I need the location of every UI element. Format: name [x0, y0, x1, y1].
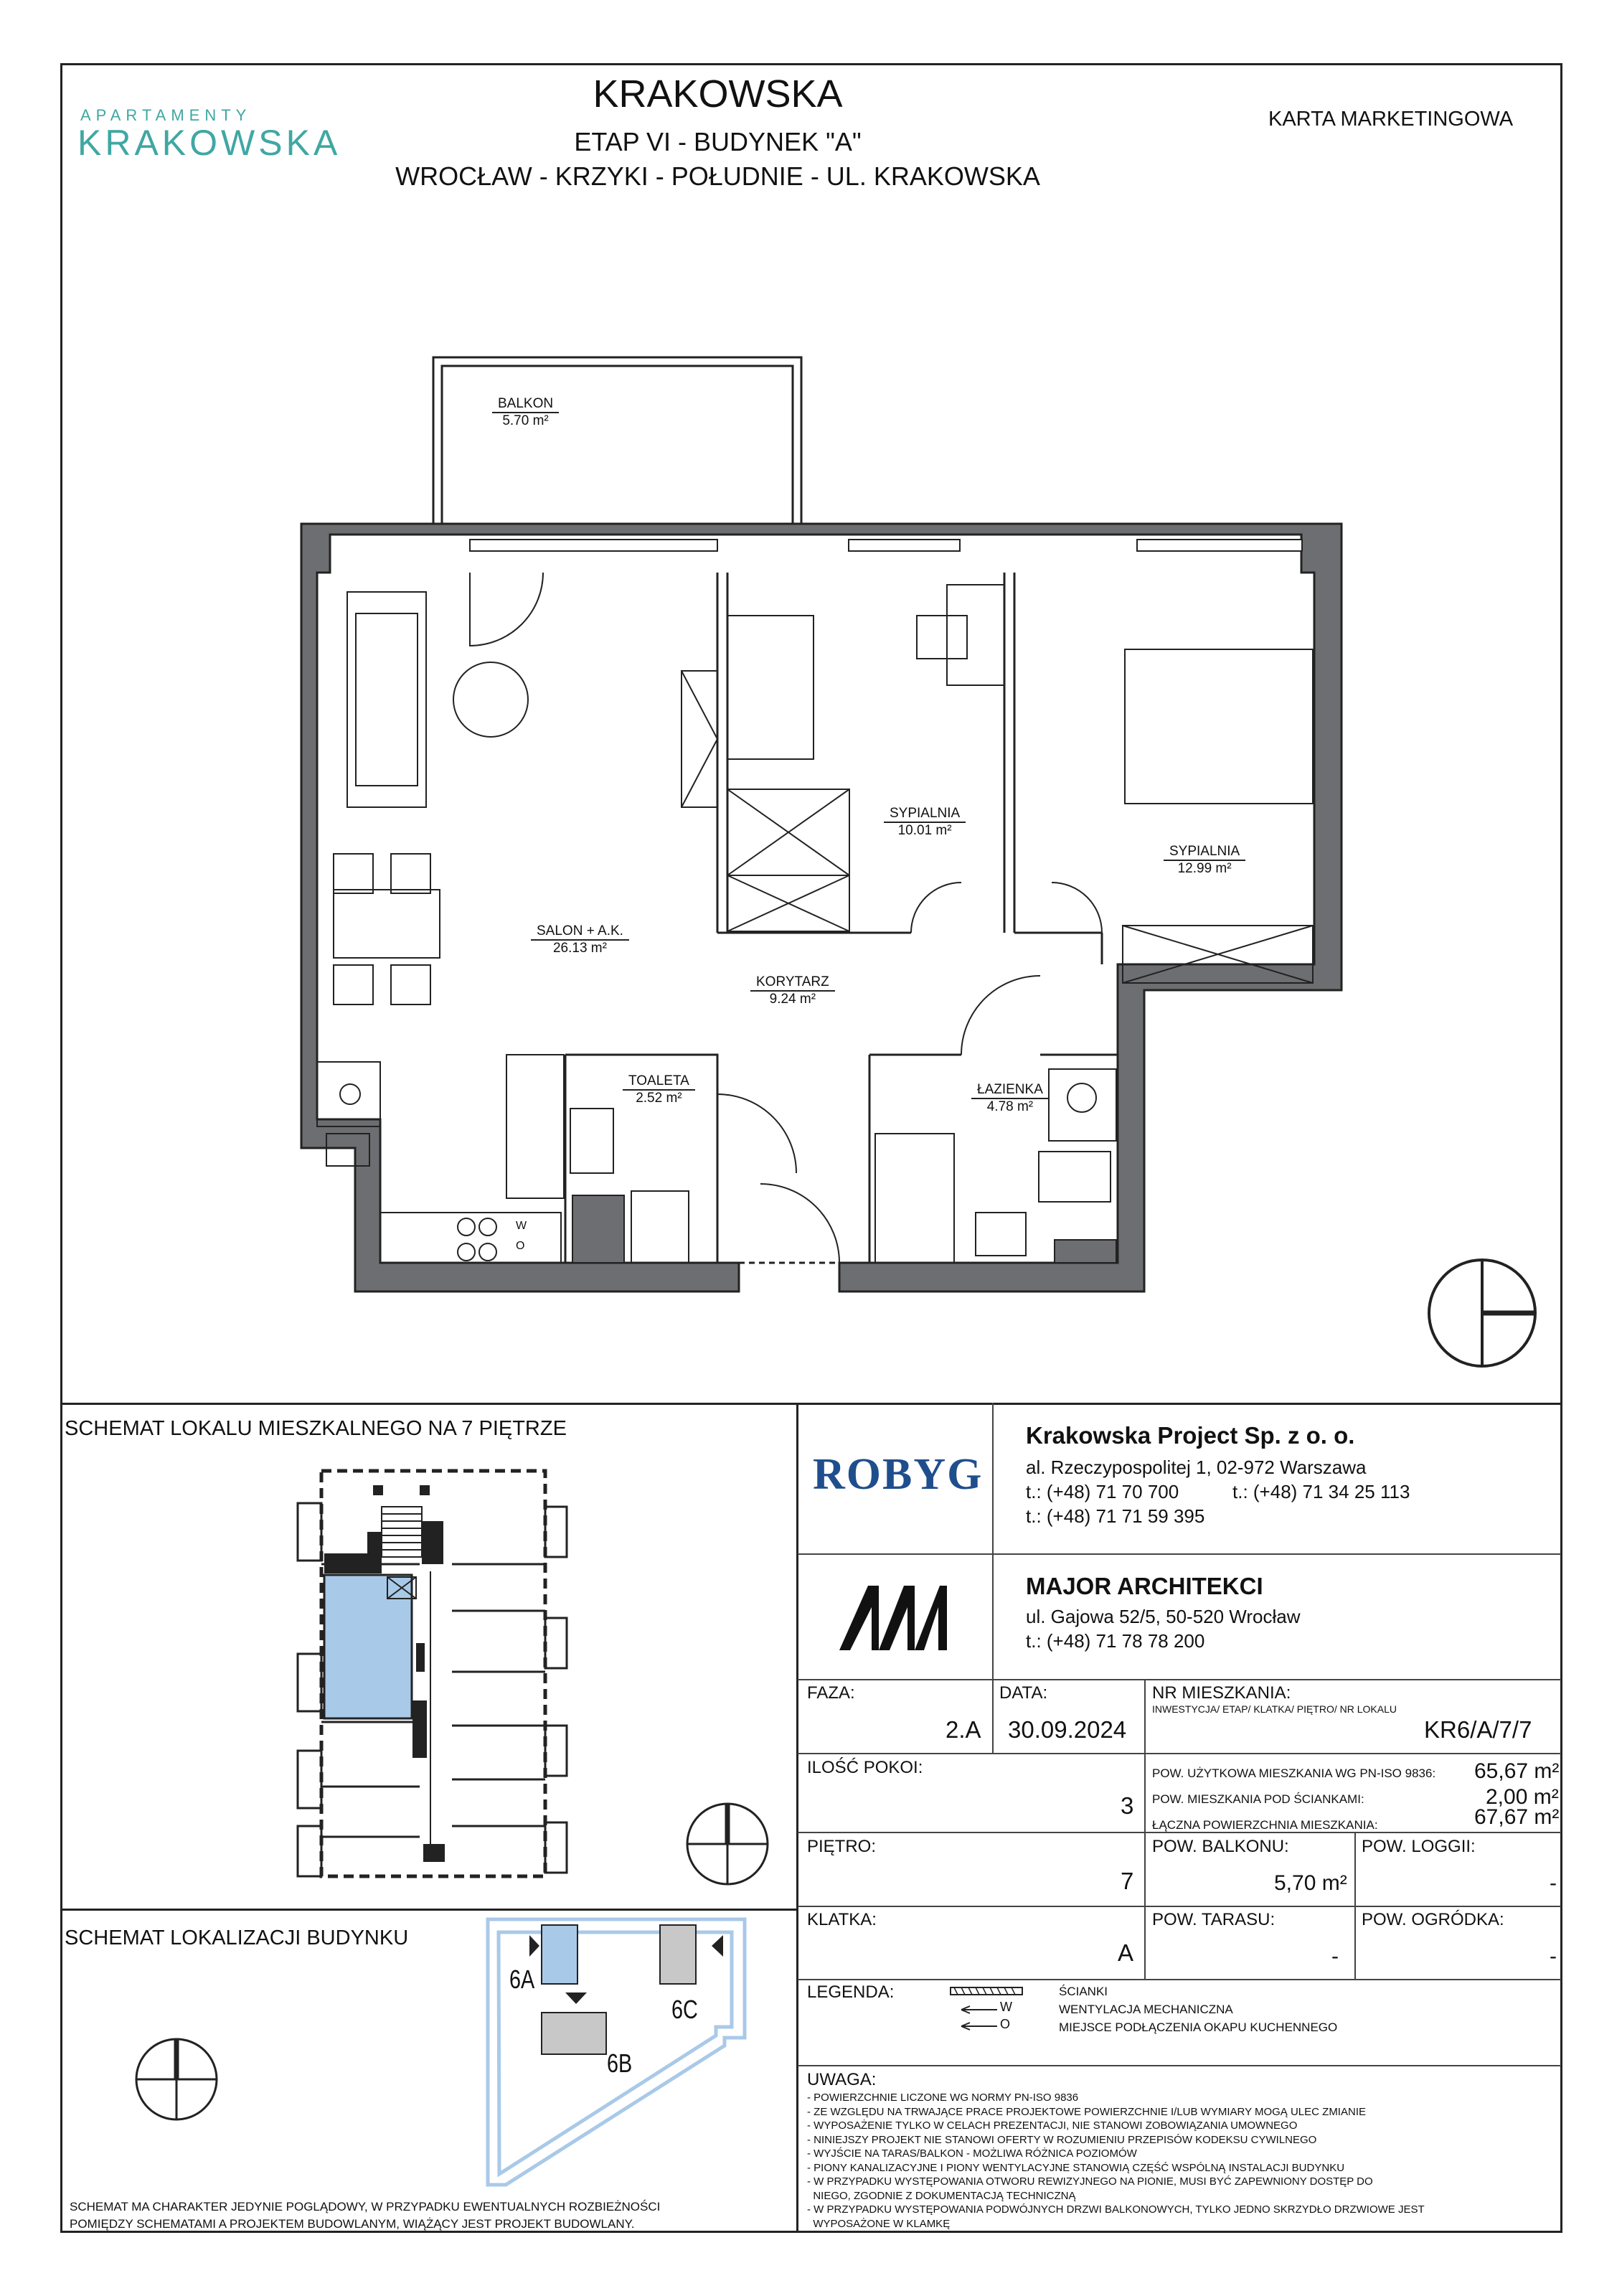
- legend-item-ventilation: WENTYLACJA MECHANICZNA: [1059, 2003, 1233, 2016]
- windows: [470, 540, 1302, 551]
- exterior-walls: [301, 524, 1342, 1292]
- area-label-2: POW. MIESZKANIA POD ŚCIANKAMI:: [1152, 1792, 1364, 1806]
- page-location: WROCŁAW - KRZYKI - POŁUDNIE - UL. KRAKOWSKA: [395, 161, 1040, 191]
- brand-logo: KRAKOWSKA: [77, 123, 341, 163]
- legend-symbols: [947, 1985, 1026, 2042]
- furniture: [317, 585, 1313, 1263]
- room-label-sypialnia-1: SYPIALNIA 10.01 m²: [884, 806, 966, 839]
- location-schema-title: SCHEMAT LOKALIZACJI BUDYNKU: [65, 1926, 409, 1949]
- rule: [798, 1553, 1561, 1555]
- developer-phone-2: t.: (+48) 71 34 25 113: [1232, 1481, 1410, 1502]
- loggia-label: POW. LOGGII:: [1362, 1837, 1476, 1856]
- ogrodek-label: POW. OGRÓDKA:: [1362, 1910, 1504, 1929]
- developer-address: al. Rzeczypospolitej 1, 02-972 Warszawa: [1026, 1457, 1367, 1478]
- developer-phone-1: t.: (+48) 71 70 700: [1026, 1481, 1179, 1502]
- rule: [992, 1679, 994, 1753]
- disclaimer-line-1: SCHEMAT MA CHARAKTER JEDYNIE POGLĄDOWY, W PRZYPADKU EWENTUALNYCH ROZBIEŻNOŚCI: [70, 2200, 661, 2213]
- rule: [798, 1679, 1561, 1680]
- legend-item-hood: MIEJSCE PODŁĄCZENIA OKAPU KUCHENNEGO: [1059, 2020, 1338, 2034]
- note-item: - WYPOSAŻENIE TYLKO W CELACH PREZENTACJI, NIE STANOWI ZOBOWIĄZANIA UMOWNEGO: [807, 2119, 1298, 2132]
- building-label-6c: 6C: [671, 1995, 698, 2024]
- doc-type: KARTA MARKETINGOWA: [1268, 108, 1514, 131]
- pokoi-value: 3: [1121, 1792, 1134, 1819]
- taras-value: -: [1331, 1944, 1339, 1968]
- architect-name: MAJOR ARCHITEKCI: [1026, 1573, 1263, 1599]
- note-item: - W PRZYPADKU WYSTĘPOWANIA PODWÓJNYCH DRZWI BALKONOWYCH, TYLKO JEDNO SKRZYDŁO DRZWIOWE JEST: [807, 2203, 1425, 2216]
- area-label-1: POW. UŻYTKOWA MIESZKANIA WG PN-ISO 9836:: [1152, 1766, 1436, 1780]
- rule: [798, 2065, 1561, 2066]
- floor-schema-compass-icon: [684, 1801, 770, 1887]
- building-label-6a: 6A: [509, 1965, 535, 1994]
- rule: [992, 1403, 994, 1679]
- rule: [1144, 1679, 1146, 1753]
- floor-schema-diagram: [287, 1464, 574, 1894]
- floor-schema-title: SCHEMAT LOKALU MIESZKALNEGO NA 7 PIĘTRZE: [65, 1417, 567, 1440]
- data-label: DATA:: [999, 1683, 1048, 1703]
- area-value-2: 2,00 m²: [1486, 1785, 1559, 1809]
- klatka-value: A: [1118, 1939, 1134, 1966]
- note-item: - PIONY KANALIZACYJNE I PIONY WENTYLACYJNE STANOWIĄ CZĘŚĆ WSPÓLNĄ INSTALACJI BUDYNKU: [807, 2161, 1345, 2174]
- page-subtitle: ETAP VI - BUDYNEK "A": [574, 127, 862, 156]
- architect-address: ul. Gajowa 52/5, 50-520 Wrocław: [1026, 1606, 1301, 1627]
- robyg-logo: ROBYG: [813, 1450, 984, 1499]
- pietro-label: PIĘTRO:: [807, 1837, 877, 1856]
- vent-mark-w: W: [516, 1220, 527, 1232]
- room-label-sypialnia-2: SYPIALNIA 12.99 m²: [1164, 844, 1245, 877]
- vent-mark-o: O: [516, 1240, 525, 1252]
- divider-column: [796, 1403, 798, 2233]
- brand-logo-top: APARTAMENTY: [80, 106, 252, 124]
- room-label-balkon: BALKON 5.70 m²: [492, 396, 559, 429]
- area-value-1: 65,67 m²: [1474, 1759, 1560, 1783]
- faza-label: FAZA:: [807, 1683, 855, 1703]
- building-label-6b: 6B: [607, 2048, 633, 2078]
- nr-label: NR MIESZKANIA:: [1152, 1683, 1291, 1703]
- note-item: - ZE WZGLĘDU NA TRWAJĄCE PRACE PROJEKTOWE POWIERZCHNIE I/LUB WYMIARY MOGĄ ULEC ZMIANIE: [807, 2105, 1366, 2118]
- room-label-toaleta: TOALETA 2.52 m²: [623, 1073, 695, 1106]
- rule: [798, 1979, 1561, 1980]
- nr-sublabel: INWESTYCJA/ ETAP/ KLATKA/ PIĘTRO/ NR LOKALU: [1152, 1703, 1397, 1715]
- shafts: [572, 1195, 1116, 1263]
- wardrobes: [727, 789, 1313, 983]
- balkon-label: POW. BALKONU:: [1152, 1837, 1289, 1856]
- legend-vent-o: O: [1000, 2017, 1011, 2031]
- faza-value: 2.A: [946, 1716, 981, 1743]
- page-title: KRAKOWSKA: [593, 72, 843, 116]
- ogrodek-value: -: [1550, 1944, 1557, 1968]
- pietro-value: 7: [1121, 1868, 1134, 1894]
- rule: [798, 1753, 1561, 1754]
- divider-left-mid: [60, 1909, 798, 1911]
- compass-icon: [1429, 1260, 1535, 1366]
- room-label-salon: SALON + A.K. 26.13 m²: [531, 923, 629, 956]
- area-label-3: ŁĄCZNA POWIERZCHNIA MIESZKANIA:: [1152, 1818, 1378, 1832]
- notes-label: UWAGA:: [807, 2070, 877, 2089]
- note-item: - WYJŚCIE NA TARAS/BALKON - MOŻLIWA RÓŻNICA POZIOMÓW: [807, 2147, 1137, 2160]
- divider-main: [60, 1403, 1562, 1405]
- architect-phone: t.: (+48) 71 78 78 200: [1026, 1630, 1205, 1652]
- note-item: - NINIEJSZY PROJEKT NIE STANOWI OFERTY W ROZUMIENIU PRZEPISÓW KODEKSU CYWILNEGO: [807, 2133, 1317, 2146]
- location-compass-icon: [133, 2036, 220, 2122]
- developer-name: Krakowska Project Sp. z o. o.: [1026, 1422, 1355, 1449]
- note-item: - W PRZYPADKU WYSTĘPOWANIA OTWORU REWIZYJNEGO NA PIONIE, MUSI BYĆ ZAPEWNIONY DOSTĘP DO: [807, 2175, 1373, 2188]
- taras-label: POW. TARASU:: [1152, 1910, 1276, 1929]
- legend-label: LEGENDA:: [807, 1982, 895, 2002]
- nr-value: KR6/A/7/7: [1424, 1716, 1532, 1743]
- note-item: WYPOSAŻONE W KLAMKĘ: [807, 2217, 951, 2230]
- architect-logo-icon: [839, 1578, 954, 1657]
- pokoi-label: ILOŚĆ POKOI:: [807, 1758, 923, 1777]
- data-value: 30.09.2024: [1008, 1716, 1127, 1743]
- room-label-lazienka: ŁAZIENKA 4.78 m²: [971, 1082, 1049, 1115]
- notes-list: [807, 2091, 1425, 2231]
- developer-phone-3: t.: (+48) 71 71 59 395: [1026, 1505, 1205, 1527]
- area-value-3: 67,67 m²: [1474, 1805, 1560, 1829]
- balcony: [433, 357, 801, 524]
- disclaimer-line-2: POMIĘDZY SCHEMATAMI A PROJEKTEM BUDOWLANYM, WIĄŻĄCY JEST PROJEKT BUDOWLANY.: [70, 2217, 635, 2231]
- note-item: NIEGO, ZGODNIE Z DOKUMENTACJĄ TECHNICZNĄ: [807, 2189, 1076, 2202]
- note-item: - POWIERZCHNIE LICZONE WG NORMY PN-ISO 9836: [807, 2092, 1079, 2104]
- interior-walls: [565, 573, 1118, 1263]
- rule: [798, 1906, 1561, 1907]
- legend-item-walls: ŚCIANKI: [1059, 1985, 1108, 1998]
- rule: [1144, 1753, 1146, 1979]
- room-label-korytarz: KORYTARZ 9.24 m²: [750, 974, 835, 1007]
- legend-vent-w: W: [1000, 2000, 1012, 2014]
- klatka-label: KLATKA:: [807, 1910, 877, 1929]
- rule: [1354, 1832, 1356, 1979]
- balkon-value: 5,70 m²: [1274, 1871, 1347, 1895]
- loggia-value: -: [1550, 1871, 1557, 1895]
